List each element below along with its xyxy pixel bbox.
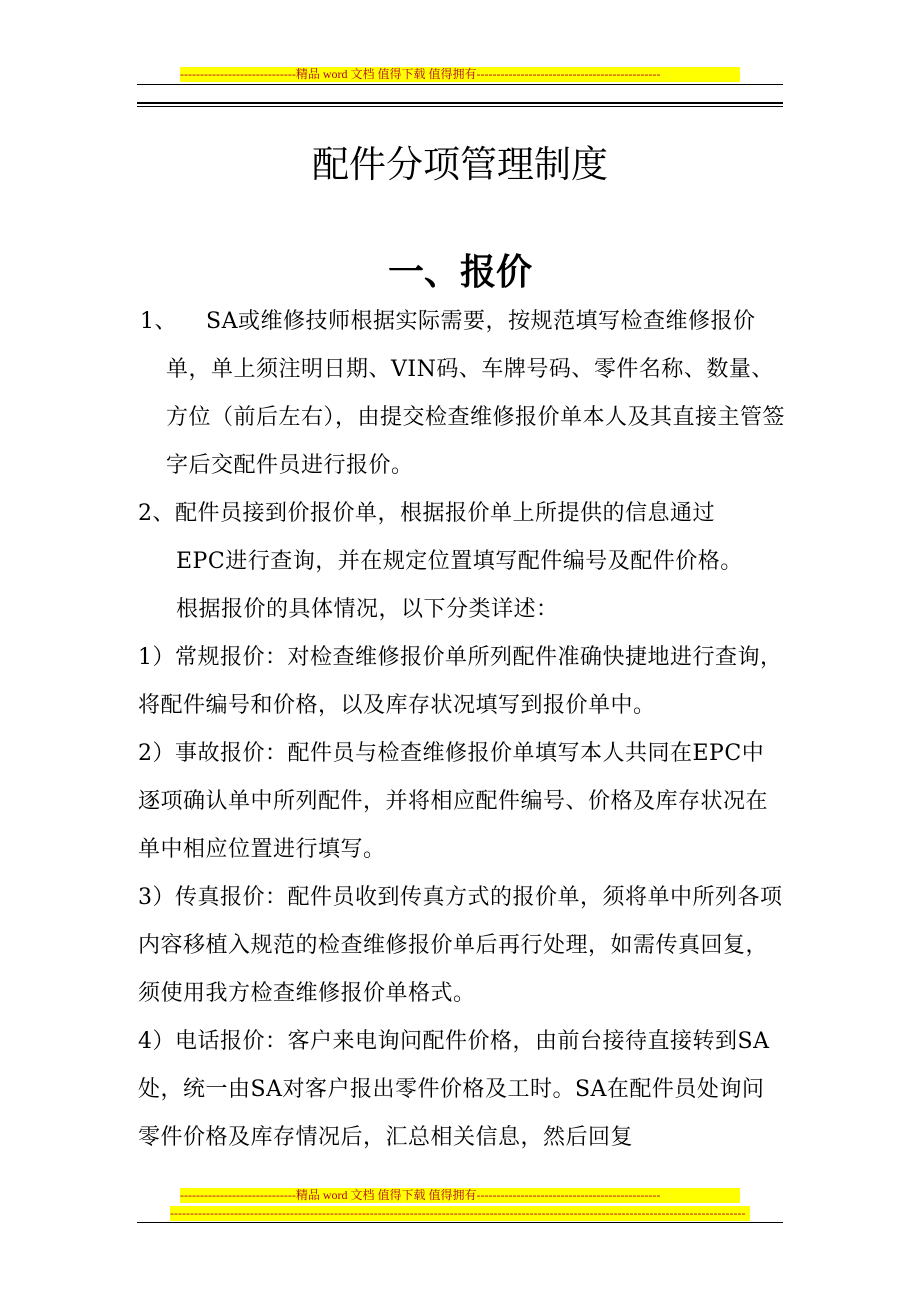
item-2-continuation: EPC进行查询，并在规定位置填写配件编号及配件价格。: [176, 549, 743, 574]
sub-item-3: 3）传真报价：配件员收到传真方式的报价单，须将单中所列各项内容移植入规范的检查维修报价单后再行处理，如需传真回复，须使用我方检查维修报价单格式。: [138, 885, 783, 1006]
header-double-rule-bottom: [137, 106, 783, 107]
footer-rule: [137, 1222, 783, 1223]
item-1-text: SA或维修技师根据实际需要，按规范填写检查维修报价单，单上须注明日期、VIN码、车牌号码、零件名称、数量、方位（前后左右），由提交检查维修报价单本人及其直接主管签字后交配件员进行报价。: [166, 309, 786, 478]
item-2-intro: 根据报价的具体情况，以下分类详述：: [176, 597, 559, 622]
item-1: [138, 298, 786, 490]
footer-banner: -----------------------------精品 word 文档 值得下载 值得拥有----------------------------------------------: [180, 1188, 740, 1203]
section-title: 一、报价: [387, 252, 532, 293]
item-2: [138, 490, 786, 634]
item-1-number: 1、: [140, 309, 177, 334]
header-double-rule-top: [137, 102, 783, 104]
document-title: 配件分项管理制度: [312, 143, 608, 186]
sub-item-2: 2）事故报价：配件员与检查维修报价单填写本人共同在EPC中逐项确认单中所列配件，并将相应配件编号、价格及库存状况在单中相应位置进行填写。: [138, 741, 769, 862]
header-rule: [137, 84, 783, 85]
header-banner: -----------------------------精品 word 文档 值得下载 值得拥有----------------------------------------------: [180, 67, 740, 82]
footer-banner-dashes: ------------------------------------------------------------------------------------------------------------------------------------------------: [170, 1206, 750, 1221]
item-2-text: 2、配件员接到价报价单，根据报价单上所提供的信息通过: [138, 501, 715, 526]
sub-item-4: 4）电话报价：客户来电询问配件价格，由前台接待直接转到SA处，统一由SA对客户报出零件价格及工时。SA在配件员处询问零件价格及库存情况后，汇总相关信息，然后回复: [138, 1029, 770, 1150]
sub-item-1: 1）常规报价：对检查维修报价单所列配件准确快捷地进行查询，将配件编号和价格，以及库存状况填写到报价单中。: [138, 645, 783, 718]
